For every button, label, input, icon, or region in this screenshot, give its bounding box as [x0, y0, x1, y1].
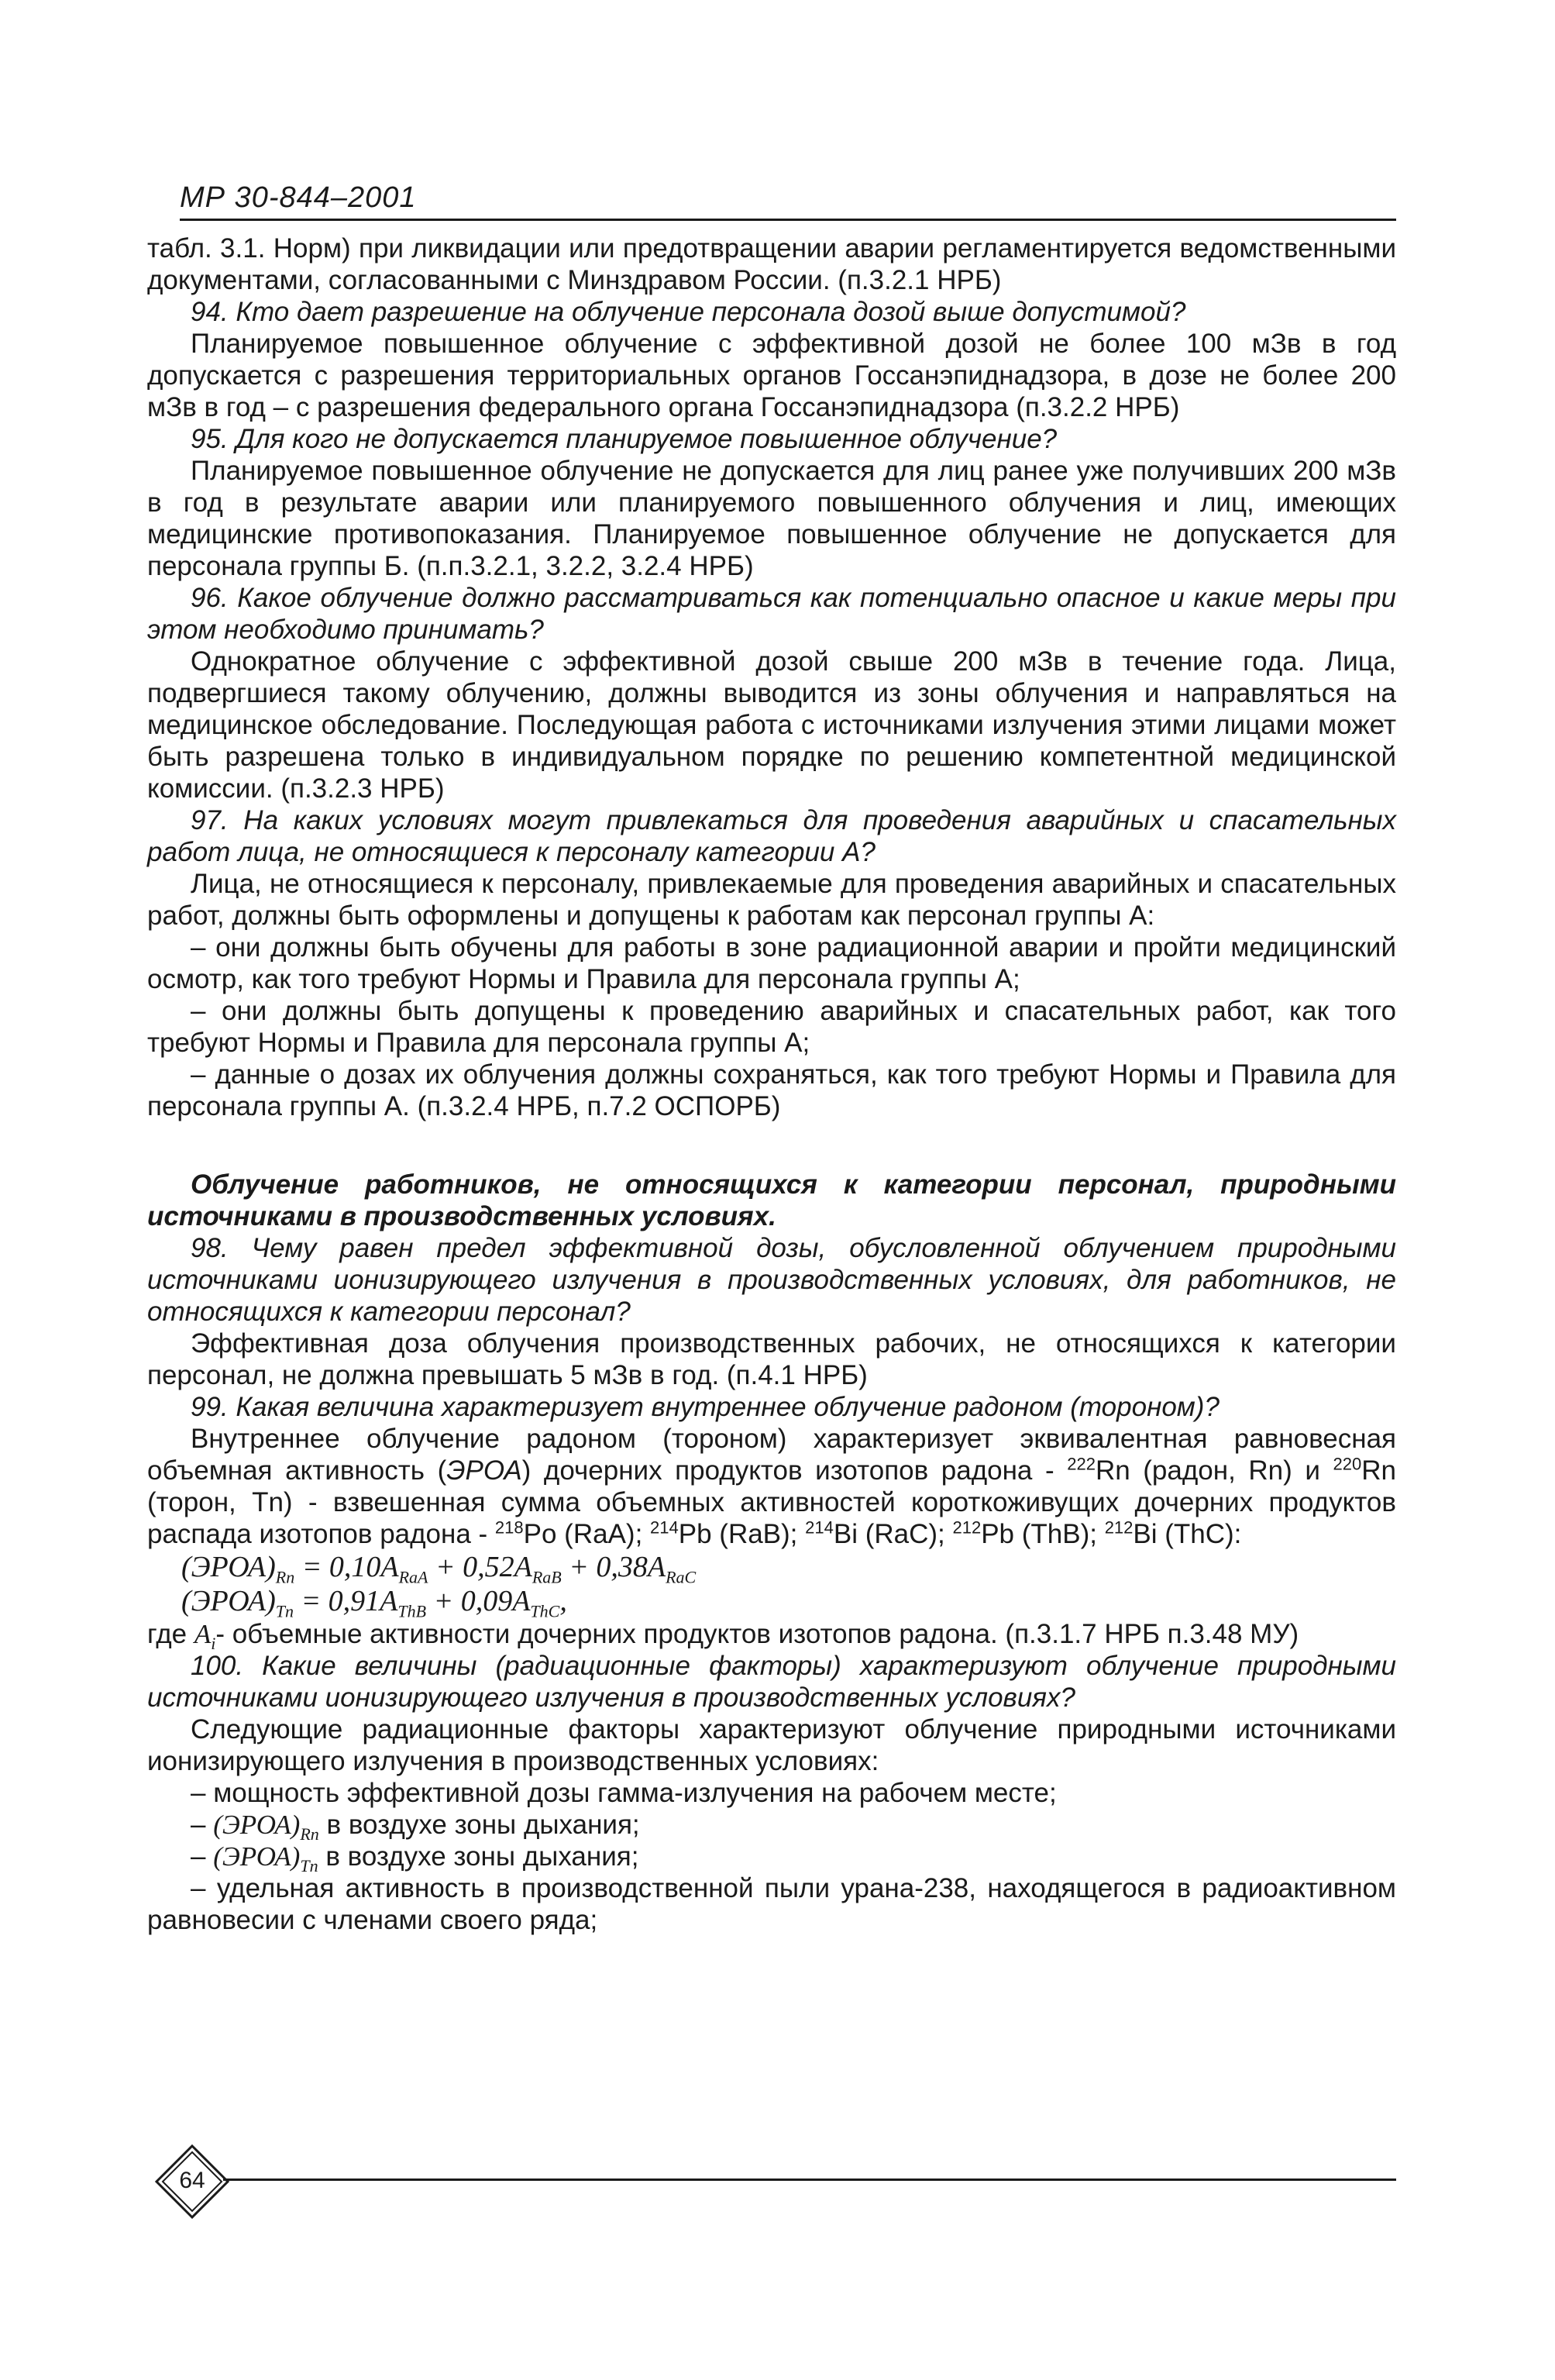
question-heading: 98. Чему равен предел эффективной дозы, обусловленной облучением природными источниками ионизирующего излучения в производственных условиях, для работников, не относящихся к категории персонал?: [147, 1233, 1396, 1327]
list-item: – $(ЭРОА)_{Rn}$ в воздухе зоны дыхания;: [191, 1810, 640, 1844]
page-footer: [153, 2143, 1396, 2220]
paragraph: Однократное облучение с эффективной дозой свыше 200 мЗв в течение года. Лица, подвергшиеся такому облучению, должны выводится из зоны облучения и направляться на медицинское обследование. Последующая работа с источниками излучения этими лицами может быть разрешена только в индивидуальном порядке по решению компетентной медицинской комиссии. (п.3.2.3 НРБ): [147, 646, 1396, 804]
section-title: Облучение работников, не относящихся к категории персонал, природными источниками в производственных условиях.: [147, 1169, 1396, 1231]
question-heading: 99. Какая величина характеризует внутреннее облучение радоном (тороном)?: [191, 1392, 1220, 1422]
list-item: – удельная активность в производственной пыли урана-238, находящегося в радиоактивном равновесии с членами своего ряда;: [147, 1873, 1396, 1935]
list-item: – $(ЭРОА)_{Tn}$ в воздухе зоны дыхания;: [191, 1841, 639, 1875]
paragraph: Планируемое повышенное облучение с эффективной дозой не более 100 мЗв в год допускается с разрешения территориальных органов Госсанэпиднадзора, в дозе не более 200 мЗв в год – с разрешения федерального органа Госсанэпиднадзора (п.3.2.2 НРБ): [147, 329, 1396, 422]
running-header: МР 30-844–2001: [180, 181, 417, 214]
paragraph-100-intro: Следующие радиационные факторы характеризуют облучение природными источниками ионизирующего излучения в производственных условиях:: [147, 1714, 1396, 1776]
page-number: 64: [179, 2168, 205, 2193]
paragraph: – они должны быть допущены к проведению аварийных и спасательных работ, как того требуют Нормы и Правила для персонала группы А;: [147, 996, 1396, 1058]
question-100: 100. Какие величины (радиационные факторы) характеризуют облучение природными источниками ионизирующего излучения в производственных условиях?: [147, 1651, 1396, 1713]
paragraph: табл. 3.1. Норм) при ликвидации или предотвращении аварии регламентируется ведомственными документами, согласованными с Минздравом России. (п.3.2.1 НРБ): [147, 233, 1396, 295]
paragraph: Планируемое повышенное облучение не допускается для лиц ранее уже получивших 200 мЗв в год в результате аварии или планируемого повышенного облучения и лиц, имеющих медицинские противопоказания. Планируемое повышенное облучение не допускается для персонала группы Б. (п.п.3.2.1, 3.2.2, 3.2.4 НРБ): [147, 456, 1396, 581]
list-item: – мощность эффективной дозы гамма-излучения на рабочем месте;: [191, 1778, 1057, 1808]
paragraph: Эффективная доза облучения производственных рабочих, не относящихся к категории персонал, не должна превышать 5 мЗв в год. (п.4.1 НРБ): [147, 1328, 1396, 1390]
paragraph: Лица, не относящиеся к персоналу, привлекаемые для проведения аварийных и спасательных работ, должны быть оформлены и допущены к работам как персонал группы А:: [147, 869, 1396, 931]
paragraph-99-answer: Внутреннее облучение радоном (тороном) характеризует эквивалентная равновесная объемная активность (ЭРОА) дочерних продуктов изотопов радона - $^{222}$Rn (радон, Rn) и $^{220}$Rn (торон, Tn) - взвешенная сумма объемных активностей короткоживущих дочерних продуктов распада изотопов радона - $^{218}$Po (RaA); $^{214}$Pb (RaB); $^{214}$Bi (RaC); $^{212}$Pb (ThB); $^{212}$Bi (ThC):: [147, 1424, 1396, 1549]
paragraph-list: [147, 232, 1396, 1423]
formula-radon: $(ЭРОА)_{Rn} = 0,10A_{RaA} + 0,52A_{RaB} + 0,38A_{RaC}$: [181, 1551, 697, 1587]
footer-rule: [223, 2179, 1396, 2181]
page-body: [147, 232, 1396, 1936]
question-heading: 95. Для кого не допускается планируемое повышенное облучение?: [191, 424, 1058, 454]
question-heading: 96. Какое облучение должно рассматриваться как потенциально опасное и какие меры при этом необходимо принимать?: [147, 583, 1396, 645]
question-heading: 97. На каких условиях могут привлекаться для проведения аварийных и спасательных работ лица, не относящиеся к персоналу категории А?: [147, 805, 1396, 867]
question-heading: 94. Кто дает разрешение на облучение персонала дозой выше допустимой?: [191, 297, 1186, 327]
formula-where-line: где $A_i-$ объемные активности дочерних продуктов изотопов радона. (п.3.1.7 НРБ п.3.48 МУ): [147, 1619, 1299, 1653]
paragraph: – они должны быть обучены для работы в зоне радиационной аварии и пройти медицинский осмотр, как того требуют Нормы и Правила для персонала группы А;: [147, 932, 1396, 994]
paragraph: – данные о дозах их облучения должны сохраняться, как того требуют Нормы и Правила для персонала группы А. (п.3.2.4 НРБ, п.7.2 ОСПОРБ): [147, 1059, 1396, 1121]
formula-thoron: $(ЭРОА)_{Tn} = 0,91A_{ThB} + 0,09A_{ThC}$,: [181, 1585, 567, 1621]
header-rule: [180, 219, 1396, 221]
